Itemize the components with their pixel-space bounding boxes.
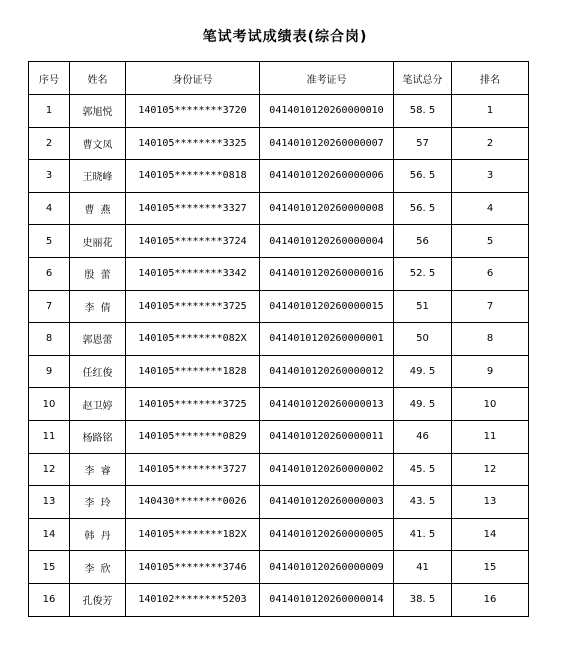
score-cell: 58. 5	[394, 95, 452, 128]
score-cell: 56. 5	[394, 160, 452, 193]
score-cell: 52. 5	[394, 257, 452, 290]
exam-number-cell: 0414010120260000004	[260, 225, 394, 258]
score-cell: 56. 5	[394, 192, 452, 225]
id-number-cell: 140105********3325	[126, 127, 260, 160]
rank-cell: 9	[452, 355, 529, 388]
score-cell: 56	[394, 225, 452, 258]
header-seq: 序号	[29, 62, 70, 95]
table-row	[29, 518, 529, 551]
score-cell: 46	[394, 420, 452, 453]
rank-cell: 5	[452, 225, 529, 258]
id-number-cell: 140105********3724	[126, 225, 260, 258]
table-row	[29, 257, 529, 290]
name-cell: 孔俊芳	[70, 583, 126, 616]
table-row	[29, 95, 529, 128]
rank-cell: 16	[452, 583, 529, 616]
score-cell: 41	[394, 551, 452, 584]
score-cell: 41. 5	[394, 518, 452, 551]
table-row	[29, 388, 529, 421]
exam-number-cell: 0414010120260000002	[260, 453, 394, 486]
table-row	[29, 127, 529, 160]
rank-cell: 14	[452, 518, 529, 551]
name-cell: 曹文凤	[70, 127, 126, 160]
table-row	[29, 290, 529, 323]
id-number-cell: 140105********3720	[126, 95, 260, 128]
seq-cell: 11	[29, 420, 70, 453]
name-cell: 王晓峰	[70, 160, 126, 193]
table-header-row	[29, 62, 529, 95]
page-title: 笔试考试成绩表(综合岗)	[202, 29, 368, 45]
table-row	[29, 192, 529, 225]
id-number-cell: 140102********5203	[126, 583, 260, 616]
id-number-cell: 140105********1828	[126, 355, 260, 388]
rank-cell: 4	[452, 192, 529, 225]
seq-cell: 13	[29, 486, 70, 519]
header-score: 笔试总分	[394, 62, 452, 95]
name-cell: 曹 燕	[70, 192, 126, 225]
seq-cell: 7	[29, 290, 70, 323]
name-cell: 赵卫婷	[70, 388, 126, 421]
seq-cell: 3	[29, 160, 70, 193]
name-cell: 殷 蕾	[70, 257, 126, 290]
name-cell: 郭恩蕾	[70, 323, 126, 356]
rank-cell: 7	[452, 290, 529, 323]
exam-number-cell: 0414010120260000010	[260, 95, 394, 128]
seq-cell: 16	[29, 583, 70, 616]
rank-cell: 13	[452, 486, 529, 519]
name-cell: 史丽花	[70, 225, 126, 258]
id-number-cell: 140105********3327	[126, 192, 260, 225]
exam-number-cell: 0414010120260000003	[260, 486, 394, 519]
seq-cell: 9	[29, 355, 70, 388]
table-row	[29, 420, 529, 453]
table-row	[29, 323, 529, 356]
seq-cell: 12	[29, 453, 70, 486]
exam-number-cell: 0414010120260000006	[260, 160, 394, 193]
table-row	[29, 160, 529, 193]
seq-cell: 2	[29, 127, 70, 160]
score-cell: 49. 5	[394, 388, 452, 421]
name-cell: 杨路铭	[70, 420, 126, 453]
seq-cell: 1	[29, 95, 70, 128]
table-row	[29, 453, 529, 486]
rank-cell: 11	[452, 420, 529, 453]
score-cell: 49. 5	[394, 355, 452, 388]
rank-cell: 8	[452, 323, 529, 356]
name-cell: 李 欣	[70, 551, 126, 584]
rank-cell: 12	[452, 453, 529, 486]
name-cell: 李 睿	[70, 453, 126, 486]
seq-cell: 5	[29, 225, 70, 258]
exam-number-cell: 0414010120260000016	[260, 257, 394, 290]
id-number-cell: 140105********0818	[126, 160, 260, 193]
exam-number-cell: 0414010120260000014	[260, 583, 394, 616]
rank-cell: 6	[452, 257, 529, 290]
id-number-cell: 140105********3725	[126, 388, 260, 421]
table-row	[29, 583, 529, 616]
name-cell: 郭旭悦	[70, 95, 126, 128]
score-cell: 43. 5	[394, 486, 452, 519]
id-number-cell: 140105********0829	[126, 420, 260, 453]
rank-cell: 3	[452, 160, 529, 193]
name-cell: 李 倩	[70, 290, 126, 323]
table-body	[29, 95, 529, 617]
exam-number-cell: 0414010120260000012	[260, 355, 394, 388]
rank-cell: 15	[452, 551, 529, 584]
score-cell: 38. 5	[394, 583, 452, 616]
id-number-cell: 140430********0026	[126, 486, 260, 519]
id-number-cell: 140105********3746	[126, 551, 260, 584]
header-exam-number: 准考证号	[260, 62, 394, 95]
name-cell: 李 玲	[70, 486, 126, 519]
score-table	[28, 61, 529, 617]
exam-number-cell: 0414010120260000001	[260, 323, 394, 356]
exam-number-cell: 0414010120260000008	[260, 192, 394, 225]
table-row	[29, 225, 529, 258]
rank-cell: 2	[452, 127, 529, 160]
seq-cell: 10	[29, 388, 70, 421]
rank-cell: 10	[452, 388, 529, 421]
id-number-cell: 140105********082X	[126, 323, 260, 356]
name-cell: 任红俊	[70, 355, 126, 388]
exam-number-cell: 0414010120260000005	[260, 518, 394, 551]
seq-cell: 6	[29, 257, 70, 290]
exam-number-cell: 0414010120260000007	[260, 127, 394, 160]
exam-number-cell: 0414010120260000013	[260, 388, 394, 421]
id-number-cell: 140105********182X	[126, 518, 260, 551]
exam-number-cell: 0414010120260000009	[260, 551, 394, 584]
score-cell: 45. 5	[394, 453, 452, 486]
name-cell: 韩 丹	[70, 518, 126, 551]
seq-cell: 4	[29, 192, 70, 225]
score-cell: 57	[394, 127, 452, 160]
table-row	[29, 551, 529, 584]
id-number-cell: 140105********3725	[126, 290, 260, 323]
id-number-cell: 140105********3342	[126, 257, 260, 290]
header-name: 姓名	[70, 62, 126, 95]
table-row	[29, 486, 529, 519]
id-number-cell: 140105********3727	[126, 453, 260, 486]
exam-number-cell: 0414010120260000011	[260, 420, 394, 453]
seq-cell: 15	[29, 551, 70, 584]
seq-cell: 8	[29, 323, 70, 356]
seq-cell: 14	[29, 518, 70, 551]
rank-cell: 1	[452, 95, 529, 128]
table-row	[29, 355, 529, 388]
exam-number-cell: 0414010120260000015	[260, 290, 394, 323]
header-rank: 排名	[452, 62, 529, 95]
score-cell: 50	[394, 323, 452, 356]
score-cell: 51	[394, 290, 452, 323]
header-id-number: 身份证号	[126, 62, 260, 95]
